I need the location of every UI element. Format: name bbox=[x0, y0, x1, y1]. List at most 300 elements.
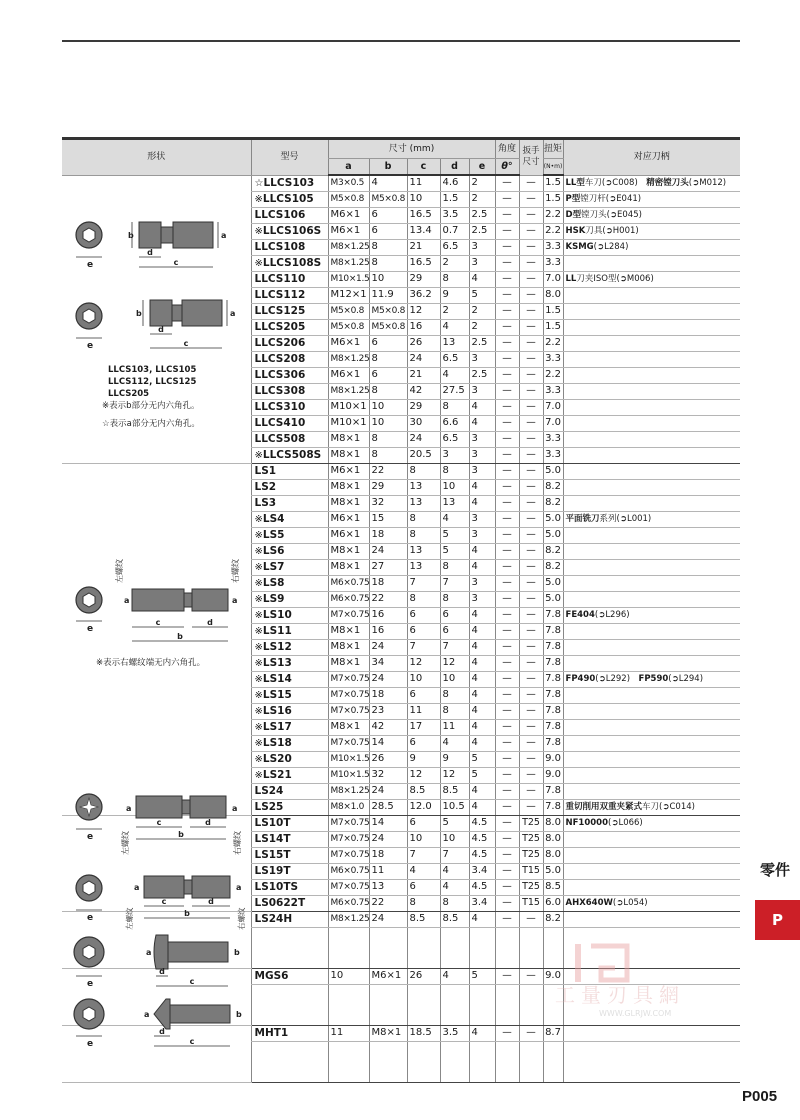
dim-b-cell: M5×0.8 bbox=[369, 303, 407, 319]
dim-a-cell: M8×1 bbox=[328, 623, 369, 639]
dim-c-cell: 7 bbox=[407, 847, 440, 863]
angle-cell: — bbox=[495, 335, 519, 351]
dim-d-cell: 10 bbox=[440, 831, 469, 847]
dim-b-cell: 24 bbox=[369, 783, 407, 799]
torque-cell: 7.8 bbox=[543, 655, 563, 671]
model-name: LLCS306 bbox=[254, 368, 306, 381]
torque-cell: 8.2 bbox=[543, 543, 563, 559]
dim-e-cell: 2 bbox=[469, 319, 495, 335]
dim-a-cell: M7×0.75 bbox=[328, 687, 369, 703]
side-tab-letter: P bbox=[772, 911, 783, 929]
angle-cell: — bbox=[495, 511, 519, 527]
empty-cell bbox=[407, 1041, 440, 1082]
svg-text:d: d bbox=[207, 618, 213, 627]
dim-a-cell: M6×0.75 bbox=[328, 863, 369, 879]
dim-c-cell: 6 bbox=[407, 687, 440, 703]
angle-cell: — bbox=[495, 239, 519, 255]
torque-cell: 7.0 bbox=[543, 271, 563, 287]
model-name: LS18 bbox=[262, 736, 292, 749]
model-cell bbox=[251, 671, 328, 687]
model-mark: ☆ bbox=[254, 177, 264, 189]
angle-cell: — bbox=[495, 303, 519, 319]
dim-b-cell: 24 bbox=[369, 639, 407, 655]
model-name: LLCS108 bbox=[254, 240, 306, 253]
dim-e-cell: 4 bbox=[469, 1025, 495, 1041]
wrench-cell: T25 bbox=[519, 815, 543, 831]
holder-cell bbox=[563, 559, 740, 575]
dim-d-cell: 6 bbox=[440, 623, 469, 639]
torque-cell: 3.3 bbox=[543, 351, 563, 367]
dim-d-cell: 8.5 bbox=[440, 783, 469, 799]
dim-c-cell: 24 bbox=[407, 431, 440, 447]
torque-cell: 7.8 bbox=[543, 607, 563, 623]
angle-cell: — bbox=[495, 351, 519, 367]
wrench-cell: — bbox=[519, 719, 543, 735]
torque-cell: 8.0 bbox=[543, 847, 563, 863]
dim-b-cell: 22 bbox=[369, 895, 407, 911]
torque-cell: 5.0 bbox=[543, 591, 563, 607]
torque-cell: 8.0 bbox=[543, 287, 563, 303]
wrench-cell: — bbox=[519, 751, 543, 767]
ls-drawing bbox=[70, 555, 250, 650]
dim-d-cell: 4 bbox=[440, 968, 469, 984]
model-cell bbox=[251, 319, 328, 335]
dim-b-cell: 6 bbox=[369, 335, 407, 351]
dim-a-cell: M8×1 bbox=[328, 655, 369, 671]
holder-text: (➲L292) bbox=[595, 674, 639, 684]
model-mark: ※ bbox=[254, 641, 263, 653]
angle-cell: — bbox=[495, 1025, 519, 1041]
wrench-cell: — bbox=[519, 207, 543, 223]
angle-cell: — bbox=[495, 287, 519, 303]
dim-b-cell: 18 bbox=[369, 527, 407, 543]
empty-cell bbox=[328, 1041, 369, 1082]
dim-b-cell: M5×0.8 bbox=[369, 191, 407, 207]
dim-a-cell: M10×1 bbox=[328, 399, 369, 415]
dim-b-cell: 10 bbox=[369, 399, 407, 415]
wrench-cell: — bbox=[519, 607, 543, 623]
holder-text: (➲L284) bbox=[593, 242, 629, 252]
svg-text:a: a bbox=[230, 309, 236, 318]
holder-cell bbox=[563, 479, 740, 495]
dim-a-cell: M6×0.75 bbox=[328, 895, 369, 911]
model-mark: ※ bbox=[254, 609, 263, 621]
model-name: LS9 bbox=[262, 592, 285, 605]
empty-cell bbox=[251, 927, 328, 968]
model-cell bbox=[251, 591, 328, 607]
llcs-note-line-2: LLCS112, LLCS125 bbox=[108, 377, 197, 387]
angle-cell: — bbox=[495, 879, 519, 895]
model-cell bbox=[251, 399, 328, 415]
dim-e-cell: 3 bbox=[469, 255, 495, 271]
dim-d-cell: 6.6 bbox=[440, 415, 469, 431]
svg-text:b: b bbox=[136, 309, 142, 318]
dim-e-cell: 2.5 bbox=[469, 223, 495, 239]
holder-text: AHX640W bbox=[565, 898, 613, 908]
model-mark: ※ bbox=[254, 737, 263, 749]
dim-c-cell: 42 bbox=[407, 383, 440, 399]
dim-b-cell: 34 bbox=[369, 655, 407, 671]
wrench-cell: T25 bbox=[519, 831, 543, 847]
dim-c-cell: 12 bbox=[407, 767, 440, 783]
angle-cell: — bbox=[495, 271, 519, 287]
wrench-cell: — bbox=[519, 303, 543, 319]
holder-cell bbox=[563, 623, 740, 639]
wrench-cell: — bbox=[519, 447, 543, 463]
dim-e-cell: 2.5 bbox=[469, 335, 495, 351]
llcs-note-marks bbox=[102, 400, 200, 430]
wrench-cell: — bbox=[519, 639, 543, 655]
model-cell bbox=[251, 191, 328, 207]
wrench-cell: — bbox=[519, 543, 543, 559]
torque-cell: 8.5 bbox=[543, 879, 563, 895]
model-mark: ※ bbox=[254, 769, 263, 781]
top-rule bbox=[62, 40, 740, 42]
holder-cell bbox=[563, 911, 740, 927]
holder-cell bbox=[563, 271, 740, 287]
model-name: LS5 bbox=[262, 528, 285, 541]
model-cell bbox=[251, 687, 328, 703]
dim-c-cell: 16.5 bbox=[407, 255, 440, 271]
holder-text: (➲L294) bbox=[668, 674, 704, 684]
holder-text: FP490 bbox=[565, 674, 596, 684]
model-cell bbox=[251, 575, 328, 591]
model-name: LLCS308 bbox=[254, 384, 306, 397]
dim-d-cell: 8 bbox=[440, 687, 469, 703]
model-mark: ※ bbox=[254, 753, 263, 765]
dim-a-cell: M6×1 bbox=[328, 367, 369, 383]
dim-d-cell: 7 bbox=[440, 847, 469, 863]
dim-c-cell: 30 bbox=[407, 415, 440, 431]
dim-d-cell: 8 bbox=[440, 559, 469, 575]
model-name: LS6 bbox=[262, 544, 285, 557]
model-cell bbox=[251, 767, 328, 783]
dim-e-cell: 3 bbox=[469, 575, 495, 591]
model-mark: ※ bbox=[254, 689, 263, 701]
angle-cell: — bbox=[495, 319, 519, 335]
ls-left-thread-label: 左螺纹 bbox=[115, 559, 124, 583]
dim-a-cell: M7×0.75 bbox=[328, 815, 369, 831]
lst-drawing bbox=[70, 785, 250, 860]
model-name: LS10T bbox=[254, 816, 291, 829]
llcs-note-line-1: LLCS103, LLCS105 bbox=[108, 365, 197, 375]
holder-text: LL型 bbox=[565, 178, 585, 188]
dim-c-cell: 29 bbox=[407, 271, 440, 287]
torque-cell: 1.5 bbox=[543, 319, 563, 335]
ls-note: ※表示右螺纹端无内六角孔。 bbox=[96, 658, 206, 668]
torque-cell: 5.0 bbox=[543, 463, 563, 479]
svg-text:e: e bbox=[86, 260, 94, 270]
table-row bbox=[62, 463, 740, 479]
svg-text:e: e bbox=[86, 913, 94, 923]
empty-cell bbox=[369, 927, 407, 968]
dim-c-cell: 8.5 bbox=[407, 783, 440, 799]
dim-d-cell: 10 bbox=[440, 671, 469, 687]
model-cell bbox=[251, 255, 328, 271]
empty-cell bbox=[563, 1041, 740, 1082]
wrench-cell: T15 bbox=[519, 895, 543, 911]
angle-cell: — bbox=[495, 463, 519, 479]
table-row bbox=[62, 175, 740, 191]
model-cell bbox=[251, 383, 328, 399]
model-name: LS20 bbox=[262, 752, 292, 765]
empty-cell bbox=[495, 927, 519, 968]
model-name: MGS6 bbox=[254, 969, 289, 982]
dim-d-cell: 12 bbox=[440, 655, 469, 671]
dim-a-cell: M12×1 bbox=[328, 287, 369, 303]
dim-e-cell: 4.5 bbox=[469, 831, 495, 847]
llcs-note-line-4: ※表示b部分无内六角孔。 bbox=[102, 401, 200, 411]
svg-text:b: b bbox=[184, 909, 190, 918]
angle-cell: — bbox=[495, 255, 519, 271]
dim-c-cell: 26 bbox=[407, 335, 440, 351]
empty-cell bbox=[469, 984, 495, 1025]
llcs-drawing-1 bbox=[70, 205, 250, 270]
dim-a-cell: M6×0.75 bbox=[328, 591, 369, 607]
dim-c-cell: 11 bbox=[407, 703, 440, 719]
dim-c-cell: 16 bbox=[407, 319, 440, 335]
svg-text:a: a bbox=[134, 883, 140, 892]
angle-cell: — bbox=[495, 431, 519, 447]
watermark-cn: 工量刃具網 bbox=[555, 983, 685, 1007]
dim-d-cell: 11 bbox=[440, 719, 469, 735]
dim-a-cell: M6×1 bbox=[328, 527, 369, 543]
torque-cell: 5.0 bbox=[543, 575, 563, 591]
svg-text:c: c bbox=[161, 897, 167, 906]
holder-cell bbox=[563, 239, 740, 255]
angle-cell: — bbox=[495, 655, 519, 671]
dim-b-cell: 4 bbox=[369, 175, 407, 191]
dim-c-cell: 10 bbox=[407, 831, 440, 847]
empty-cell bbox=[519, 927, 543, 968]
svg-text:e: e bbox=[86, 1039, 94, 1049]
torque-cell: 6.0 bbox=[543, 895, 563, 911]
model-cell bbox=[251, 639, 328, 655]
empty-cell bbox=[469, 927, 495, 968]
header-torque-unit: (N•m) bbox=[543, 159, 563, 176]
holder-text: 刀具(➲H001) bbox=[585, 226, 639, 236]
dim-e-cell: 5 bbox=[469, 287, 495, 303]
wrench-cell: T25 bbox=[519, 847, 543, 863]
model-name: LS1 bbox=[254, 464, 277, 477]
dim-d-cell: 4.6 bbox=[440, 175, 469, 191]
holder-cell bbox=[563, 879, 740, 895]
dim-e-cell: 4 bbox=[469, 671, 495, 687]
empty-cell bbox=[495, 984, 519, 1025]
empty-cell bbox=[519, 1041, 543, 1082]
model-name: LS25 bbox=[254, 800, 284, 813]
dim-a-cell: M6×1 bbox=[328, 463, 369, 479]
dim-c-cell: 8 bbox=[407, 895, 440, 911]
torque-cell: 8.0 bbox=[543, 815, 563, 831]
dim-e-cell: 4 bbox=[469, 735, 495, 751]
model-name: LS3 bbox=[254, 496, 277, 509]
torque-cell: 7.8 bbox=[543, 623, 563, 639]
holder-cell bbox=[563, 1025, 740, 1041]
dim-a-cell: M10×1 bbox=[328, 415, 369, 431]
angle-cell: — bbox=[495, 719, 519, 735]
dim-a-cell: M10×1.5 bbox=[328, 271, 369, 287]
dim-b-cell: 8 bbox=[369, 239, 407, 255]
dim-b-cell: 24 bbox=[369, 831, 407, 847]
holder-cell bbox=[563, 591, 740, 607]
holder-cell bbox=[563, 671, 740, 687]
dim-e-cell: 4 bbox=[469, 415, 495, 431]
model-cell bbox=[251, 271, 328, 287]
dim-d-cell: 8 bbox=[440, 463, 469, 479]
torque-cell: 7.8 bbox=[543, 703, 563, 719]
angle-cell: — bbox=[495, 191, 519, 207]
wrench-cell: — bbox=[519, 191, 543, 207]
header-col-e: e bbox=[469, 159, 495, 176]
dim-e-cell: 4.5 bbox=[469, 879, 495, 895]
wrench-cell: — bbox=[519, 383, 543, 399]
dim-d-cell: 7 bbox=[440, 639, 469, 655]
holder-text: FP590 bbox=[638, 674, 669, 684]
dim-a-cell: M8×1.25 bbox=[328, 239, 369, 255]
holder-cell bbox=[563, 703, 740, 719]
torque-cell: 7.8 bbox=[543, 671, 563, 687]
dim-c-cell: 20.5 bbox=[407, 447, 440, 463]
svg-text:d: d bbox=[159, 967, 165, 976]
dim-e-cell: 3 bbox=[469, 463, 495, 479]
svg-text:c: c bbox=[173, 258, 179, 267]
angle-cell: — bbox=[495, 687, 519, 703]
model-name: LLCS310 bbox=[254, 400, 306, 413]
dim-b-cell: 26 bbox=[369, 751, 407, 767]
dim-d-cell: 4 bbox=[440, 735, 469, 751]
angle-cell: — bbox=[495, 703, 519, 719]
torque-cell: 1.5 bbox=[543, 191, 563, 207]
empty-cell bbox=[495, 1041, 519, 1082]
dim-b-cell: 22 bbox=[369, 463, 407, 479]
dim-c-cell: 13.4 bbox=[407, 223, 440, 239]
dim-a-cell: M6×0.75 bbox=[328, 575, 369, 591]
model-name: LLCS508 bbox=[254, 432, 306, 445]
holder-cell bbox=[563, 543, 740, 559]
holder-cell bbox=[563, 607, 740, 623]
dim-c-cell: 12 bbox=[407, 655, 440, 671]
dim-c-cell: 18.5 bbox=[407, 1025, 440, 1041]
dim-e-cell: 4.5 bbox=[469, 847, 495, 863]
holder-cell bbox=[563, 303, 740, 319]
dim-b-cell: 8 bbox=[369, 351, 407, 367]
watermark bbox=[555, 940, 745, 1020]
angle-cell: — bbox=[495, 575, 519, 591]
llcs-note-line-3: LLCS205 bbox=[108, 389, 150, 399]
angle-cell: — bbox=[495, 895, 519, 911]
svg-text:a: a bbox=[221, 231, 227, 240]
model-cell bbox=[251, 495, 328, 511]
dim-b-cell: 42 bbox=[369, 719, 407, 735]
torque-cell: 7.8 bbox=[543, 783, 563, 799]
dim-c-cell: 12 bbox=[407, 303, 440, 319]
wrench-cell: — bbox=[519, 511, 543, 527]
torque-cell: 7.8 bbox=[543, 799, 563, 815]
llcs-note-models bbox=[108, 364, 196, 400]
dim-a-cell: M5×0.8 bbox=[328, 191, 369, 207]
dim-a-cell: M8×1.25 bbox=[328, 911, 369, 927]
svg-text:a: a bbox=[144, 1010, 150, 1019]
dim-d-cell: 1.5 bbox=[440, 191, 469, 207]
torque-cell: 8.2 bbox=[543, 911, 563, 927]
holder-cell bbox=[563, 463, 740, 479]
dim-d-cell: 9 bbox=[440, 287, 469, 303]
model-cell bbox=[251, 719, 328, 735]
side-tab-p[interactable] bbox=[755, 900, 800, 940]
svg-text:e: e bbox=[86, 832, 94, 842]
holder-cell bbox=[563, 191, 740, 207]
angle-cell: — bbox=[495, 479, 519, 495]
dim-b-cell: 11 bbox=[369, 863, 407, 879]
dim-c-cell: 29 bbox=[407, 399, 440, 415]
dim-b-cell: 15 bbox=[369, 511, 407, 527]
model-name: LLCS125 bbox=[254, 304, 306, 317]
dim-a-cell: M10×1.5 bbox=[328, 751, 369, 767]
dim-a-cell: M8×1 bbox=[328, 639, 369, 655]
model-cell bbox=[251, 207, 328, 223]
angle-cell: — bbox=[495, 175, 519, 191]
dim-a-cell: M10×1.5 bbox=[328, 767, 369, 783]
dim-d-cell: 6.5 bbox=[440, 431, 469, 447]
torque-cell: 2.2 bbox=[543, 223, 563, 239]
model-mark: ※ bbox=[254, 513, 263, 525]
dim-e-cell: 5 bbox=[469, 751, 495, 767]
dim-d-cell: 8 bbox=[440, 703, 469, 719]
dim-c-cell: 8 bbox=[407, 511, 440, 527]
model-name: LLCS410 bbox=[254, 416, 306, 429]
dim-e-cell: 4 bbox=[469, 783, 495, 799]
dim-a-cell: M8×1.25 bbox=[328, 383, 369, 399]
dim-a-cell: M8×1 bbox=[328, 431, 369, 447]
wrench-cell: — bbox=[519, 463, 543, 479]
model-cell bbox=[251, 303, 328, 319]
mht-drawing bbox=[70, 992, 250, 1050]
torque-cell: 1.5 bbox=[543, 175, 563, 191]
model-name: LS16 bbox=[262, 704, 292, 717]
torque-cell: 3.3 bbox=[543, 383, 563, 399]
dim-c-cell: 16.5 bbox=[407, 207, 440, 223]
holder-cell bbox=[563, 831, 740, 847]
header-wrench bbox=[519, 139, 543, 176]
model-mark: ※ bbox=[254, 545, 263, 557]
empty-cell bbox=[469, 1041, 495, 1082]
holder-cell bbox=[563, 399, 740, 415]
model-cell bbox=[251, 911, 328, 927]
dim-c-cell: 21 bbox=[407, 239, 440, 255]
holder-cell bbox=[563, 799, 740, 815]
dim-d-cell: 6.5 bbox=[440, 239, 469, 255]
dim-d-cell: 9 bbox=[440, 751, 469, 767]
wrench-cell: — bbox=[519, 255, 543, 271]
header-size: 尺寸 (mm) bbox=[328, 139, 495, 159]
model-cell bbox=[251, 479, 328, 495]
model-name: LS11 bbox=[262, 624, 292, 637]
svg-text:d: d bbox=[205, 818, 211, 827]
angle-cell: — bbox=[495, 639, 519, 655]
angle-cell: — bbox=[495, 207, 519, 223]
dim-e-cell: 4 bbox=[469, 559, 495, 575]
model-cell bbox=[251, 815, 328, 831]
model-name: LLCS112 bbox=[254, 288, 306, 301]
holder-cell bbox=[563, 655, 740, 671]
dim-c-cell: 26 bbox=[407, 968, 440, 984]
model-name: LLCS206 bbox=[254, 336, 306, 349]
model-cell bbox=[251, 1025, 328, 1041]
model-cell bbox=[251, 895, 328, 911]
dim-c-cell: 6 bbox=[407, 815, 440, 831]
model-name: LS15 bbox=[262, 688, 292, 701]
